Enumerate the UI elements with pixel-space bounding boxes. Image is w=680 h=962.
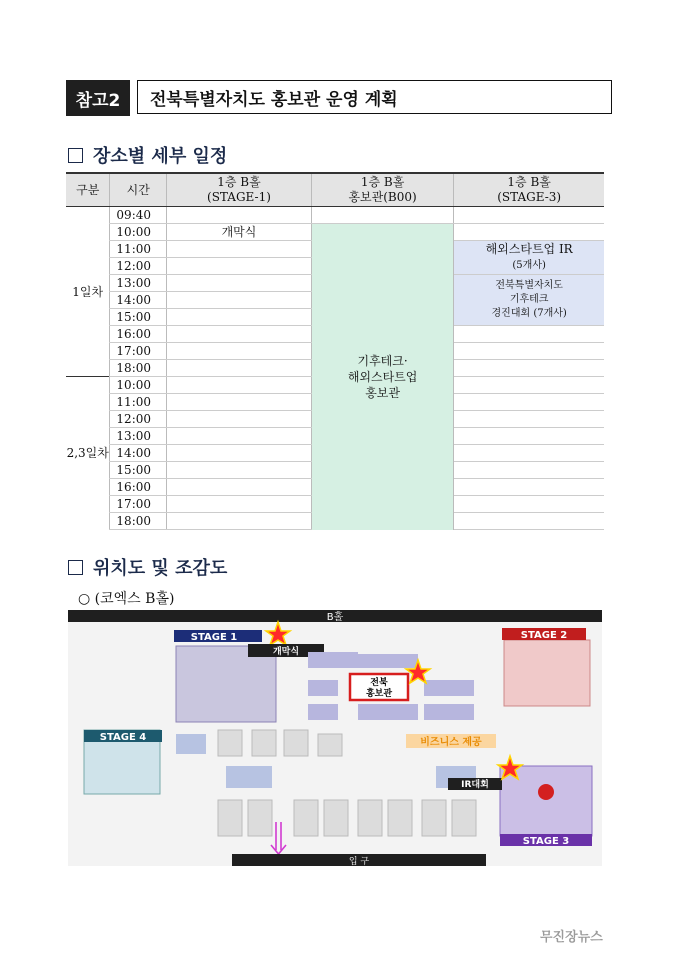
cell — [454, 224, 604, 241]
cell — [167, 207, 312, 224]
stage2-label: STAGE 2 — [520, 630, 568, 641]
checkbox-square-icon — [68, 560, 83, 575]
time-cell: 14:00 — [110, 292, 167, 309]
cell — [167, 275, 312, 292]
cell — [454, 207, 604, 224]
time-cell: 16:00 — [110, 326, 167, 343]
time-cell: 11:00 — [110, 241, 167, 258]
document-title: 전북특별자치도 홍보관 운영 계획 — [137, 80, 612, 114]
cell — [167, 258, 312, 275]
cell — [167, 479, 312, 496]
entrance-label: 입 구 — [348, 857, 370, 866]
table-row — [66, 207, 604, 224]
ir-label: IR대회 — [461, 780, 489, 790]
cell — [167, 343, 312, 360]
cell — [167, 377, 312, 394]
time-cell: 13:00 — [110, 275, 167, 292]
ir-cell: 해외스타트업 IR (5개사) — [454, 241, 604, 275]
header-time: 시간 — [110, 173, 167, 207]
day23-label: 2,3일차 — [66, 377, 110, 530]
checkbox-square-icon — [68, 148, 83, 163]
watermark: 무진장뉴스 — [540, 930, 603, 945]
cell — [454, 462, 604, 479]
cell — [454, 343, 604, 360]
time-cell: 10:00 — [110, 377, 167, 394]
stage3-label: STAGE 3 — [522, 836, 570, 847]
time-cell: 15:00 — [110, 462, 167, 479]
cell — [454, 479, 604, 496]
cell — [167, 513, 312, 530]
header-stage1: 1층 B홀 (STAGE-1) — [167, 173, 312, 207]
time-cell: 13:00 — [110, 428, 167, 445]
appendix-header — [66, 80, 612, 116]
location-caption: ○ (코엑스 B홀) — [78, 591, 175, 607]
header-booth: 1층 B홀 홍보관(B00) — [311, 173, 453, 207]
cell — [167, 326, 312, 343]
cell — [454, 411, 604, 428]
cell — [454, 445, 604, 462]
section-map-heading — [68, 554, 227, 580]
cell — [167, 496, 312, 513]
cell — [311, 207, 453, 224]
time-cell: 11:00 — [110, 394, 167, 411]
time-cell: 14:00 — [110, 445, 167, 462]
business-zone-label: 비즈니스 제공 — [420, 737, 482, 748]
cell — [454, 360, 604, 377]
opening-label: 개막식 — [272, 647, 300, 657]
cell — [454, 496, 604, 513]
header-group: 구분 — [66, 173, 110, 207]
cell — [454, 394, 604, 411]
table-row — [66, 224, 604, 241]
cell — [167, 411, 312, 428]
location-pin-icon — [538, 784, 554, 800]
stage1-label: STAGE 1 — [190, 632, 238, 643]
floor-map — [68, 610, 602, 866]
jeonbuk-booth-line2: 홍보관 — [365, 689, 393, 699]
time-cell: 18:00 — [110, 360, 167, 377]
section-title: 위치도 및 조감도 — [93, 558, 228, 579]
cell — [167, 428, 312, 445]
time-cell: 12:00 — [110, 411, 167, 428]
cell — [167, 360, 312, 377]
cell — [454, 377, 604, 394]
jeonbuk-booth-line1: 전북 — [370, 678, 388, 688]
appendix-tag: 참고2 — [66, 80, 130, 116]
time-cell: 10:00 — [110, 224, 167, 241]
time-cell: 17:00 — [110, 496, 167, 513]
opening-ceremony-cell: 개막식 — [167, 224, 312, 241]
table-header-row — [66, 173, 604, 207]
schedule-table — [66, 172, 604, 530]
cell — [167, 309, 312, 326]
cell — [454, 326, 604, 343]
cell — [167, 462, 312, 479]
cell — [167, 241, 312, 258]
cell — [454, 428, 604, 445]
time-cell: 12:00 — [110, 258, 167, 275]
cell — [167, 292, 312, 309]
header-stage3: 1층 B홀 (STAGE-3) — [454, 173, 604, 207]
cell — [167, 445, 312, 462]
cell — [454, 513, 604, 530]
day1-label: 1일차 — [72, 284, 104, 299]
section-title: 장소별 세부 일정 — [93, 146, 228, 167]
booth-cell: 기후테크· 해외스타트업 홍보관 — [311, 224, 453, 530]
hall-label: B홀 — [326, 612, 344, 623]
time-cell: 18:00 — [110, 513, 167, 530]
section-schedule-heading — [68, 142, 227, 168]
time-cell: 09:40 — [110, 207, 167, 224]
time-cell: 16:00 — [110, 479, 167, 496]
contest-cell: 전북특별자치도 기후테크 경진대회 (7개사) — [454, 275, 604, 326]
cell — [167, 394, 312, 411]
time-cell: 15:00 — [110, 309, 167, 326]
stage4-label: STAGE 4 — [99, 732, 147, 743]
time-cell: 17:00 — [110, 343, 167, 360]
